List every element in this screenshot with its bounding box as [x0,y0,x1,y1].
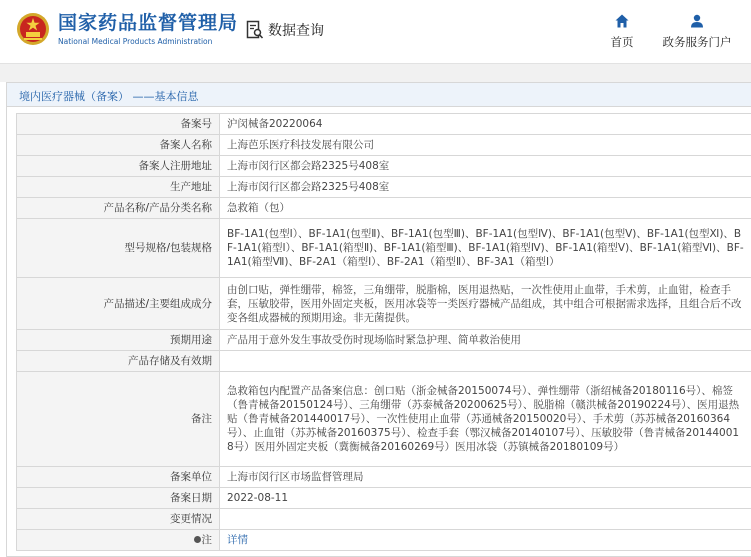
pin-icon [194,536,201,543]
user-icon [690,14,704,28]
row-value: 上海市闵行区都会路2325号408室 [220,156,751,177]
nav-home-label: 首页 [610,35,634,49]
table-row [17,278,751,330]
data-query-label: 数据查询 [268,23,324,39]
row-label: 备案日期 [17,488,220,509]
table-row [17,114,751,135]
home-icon [615,14,629,28]
site-title-en: National Medical Products Administration [58,37,213,46]
row-label-note [17,530,220,551]
table-row [17,135,751,156]
info-panel [6,82,751,557]
row-value [220,351,751,372]
row-value: 急救箱包内配置产品备案信息：创口贴（浙金械备20150074号）、弹性绷带（浙绍械备20180116号）、棉签（鲁青械备20150124号）、三角绷带（苏泰械备20200625号）、脱脂棉（赣洪械备20190224号）、医用退热贴（鲁青械备201440017号）、一次性使用止血带（苏通械备20150020号）、手术剪（苏苏械备20160364号）、止血钳（苏苏械备20160375号）、检查手套（鄂汉械备20140107号）、压敏胶带（鲁青械备201440018号）医用外固定夹板（冀衡械备20160269号）医用冰袋（苏镇械备20180109号） [220,372,751,467]
table-row [17,156,751,177]
table-row [17,530,751,551]
site-header [0,0,751,64]
table-row [17,372,751,467]
table-row [17,330,751,351]
details-link[interactable]: 详情 [227,534,248,546]
row-label: 生产地址 [17,177,220,198]
row-value: 2022-08-11 [220,488,751,509]
row-value: 上海芭乐医疗科技发展有限公司 [220,135,751,156]
row-label: 产品描述/主要组成成分 [17,278,220,330]
site-title-cn: 国家药品监督管理局 [58,12,239,34]
row-value: 产品用于意外发生事故受伤时现场临时紧急护理、简单救治使用 [220,330,751,351]
breadcrumb: 境内医疗器械（备案） ——基本信息 [7,83,751,107]
table-row [17,467,751,488]
table-row [17,219,751,278]
row-label: 备案人名称 [17,135,220,156]
row-value [220,530,751,551]
row-label: 备案号 [17,114,220,135]
row-value: BF-1A1(包型Ⅰ）、BF-1A1(包型Ⅱ)、BF-1A1(包型Ⅲ)、BF-1A1(包型Ⅳ)、BF-1A1(包型Ⅴ)、BF-1A1(包型Ⅺ)、BF-1A1(箱型Ⅰ）、BF-1A1(箱型Ⅱ)、BF-1A1(箱型Ⅲ)、BF-1A1(箱型Ⅳ)、BF-1A1(箱型Ⅴ)、BF-1A1(箱型Ⅵ)、BF-1A1(箱型Ⅶ)、BF-2A1（箱型Ⅰ）、BF-2A1（箱型Ⅱ）、BF-3A1（箱型Ⅰ） [220,219,751,278]
row-label: 变更情况 [17,509,220,530]
basic-info-table [16,113,751,551]
row-value: 沪闵械备20220064 [220,114,751,135]
nav-gov-portal[interactable] [657,14,737,50]
emblem-logo [16,12,50,46]
header-gap [0,64,751,82]
row-value: 上海市闵行区市场监督管理局 [220,467,751,488]
row-value: 上海市闵行区都会路2325号408室 [220,177,751,198]
table-row [17,198,751,219]
row-label: 产品名称/产品分类名称 [17,198,220,219]
row-value: 急救箱（包） [220,198,751,219]
row-label: 备注 [17,372,220,467]
table-row [17,509,751,530]
row-label: 产品存储及有效期 [17,351,220,372]
table-row [17,177,751,198]
table-row [17,488,751,509]
data-query-link[interactable] [246,20,324,40]
nav-portal-label: 政务服务门户 [662,35,732,49]
row-value: 由创口贴，弹性绷带，棉签，三角绷带，脱脂棉，医用退热贴，一次性使用止血带，手术剪，止血钳，检查手套，压敏胶带，医用外固定夹板，医用冰袋等一类医疗器械产品组成，其中组合可根据需求选择，且组合后不改变各组成器械的预期用途。非无菌提供。 [220,278,751,330]
document-search-icon [246,20,264,40]
row-label: 备案单位 [17,467,220,488]
row-label: 预期用途 [17,330,220,351]
row-label: 备案人注册地址 [17,156,220,177]
nav-home[interactable] [607,14,637,50]
table-row [17,351,751,372]
brand[interactable] [58,12,238,46]
row-value [220,509,751,530]
note-label: 注 [201,534,212,546]
row-label: 型号规格/包装规格 [17,219,220,278]
